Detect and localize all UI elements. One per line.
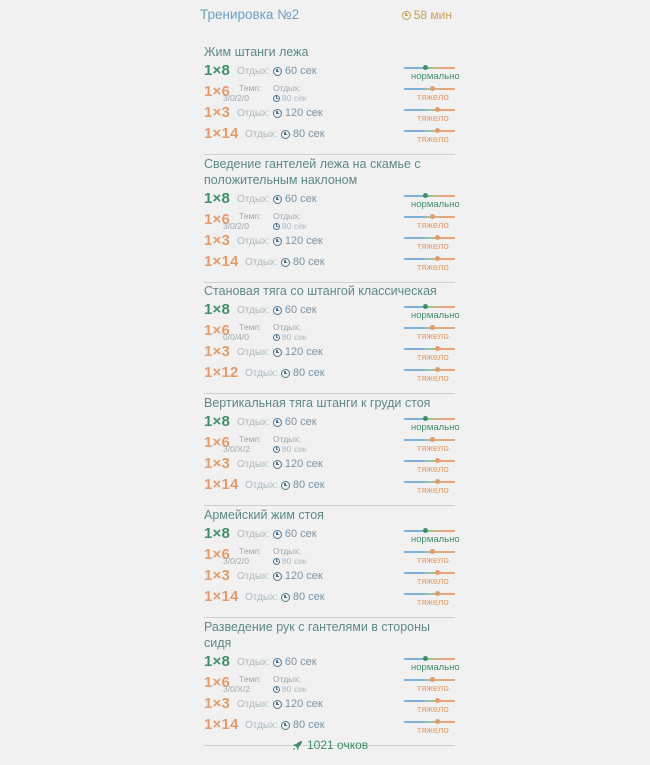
exercise-name[interactable]: Вертикальная тяга штанги к груди стоя [204,396,431,410]
rest-value: 80 сек [292,128,325,140]
intensity-label: тяжело [417,464,449,475]
intensity-meter[interactable] [404,325,455,342]
rest-value: 80 сек [292,479,325,491]
rest-label: Отдых: [273,83,301,93]
intensity-meter[interactable] [404,367,455,384]
set-reps: 1×3 [204,343,231,360]
intensity-meter[interactable] [404,698,455,715]
intensity-track [404,530,455,532]
rest-info [237,65,317,77]
set-row[interactable] [204,525,460,546]
workout-header [200,7,452,25]
rest-value: 80 сек [292,719,325,731]
set-row[interactable] [204,695,455,716]
intensity-meter[interactable] [404,437,455,454]
set-reps: 1×14 [204,716,239,733]
intensity-marker[interactable] [423,416,428,421]
set-reps: 1×3 [204,104,231,121]
rest-info [273,434,307,454]
intensity-label: тяжело [417,92,449,103]
intensity-track [404,369,455,371]
set-row[interactable] [204,190,460,211]
rest-info [237,698,323,710]
set-reps: 1×14 [204,125,239,142]
intensity-label: тяжело [417,241,449,252]
rest-label: Отдых: [245,719,278,731]
set-row[interactable] [204,343,455,364]
tempo-label: Темп: [239,211,262,221]
intensity-label: тяжело [417,373,449,384]
set-reps: 1×3 [204,455,231,472]
set-reps: 1×8 [204,653,231,670]
intensity-track [404,593,455,595]
tempo-label: Темп: [239,322,262,332]
rest-value: 80 сек [292,367,325,379]
intensity-marker[interactable] [430,86,435,91]
rest-label: Отдых: [245,256,278,268]
set-row[interactable] [204,364,455,385]
clock-icon [273,306,282,315]
rest-info [273,674,307,694]
tempo-label: Темп: [239,83,262,93]
tempo-info [223,546,262,566]
intensity-marker[interactable] [435,479,440,484]
intensity-track [404,109,455,111]
rest-info [273,83,307,103]
rest-info [237,235,323,247]
set-row[interactable] [204,546,455,567]
intensity-meter[interactable] [404,256,455,273]
intensity-track [404,460,455,462]
rest-info [273,546,307,566]
intensity-label: тяжело [417,485,449,496]
set-reps: 1×8 [204,525,231,542]
rest-info [237,416,317,428]
exercise-block [204,619,460,737]
clock-icon [273,572,282,581]
clock-icon [281,258,290,267]
clock-icon [273,418,282,427]
rest-info [245,479,325,491]
rest-value: 60 сек [284,416,317,428]
intensity-label: тяжело [417,134,449,145]
set-reps: 1×6 [204,83,231,100]
rest-info [237,570,323,582]
tempo-info [223,322,262,342]
intensity-marker[interactable] [435,591,440,596]
rest-value: 60 сек [284,656,317,668]
clock-icon [273,686,280,693]
rest-label: Отдых: [237,65,270,77]
intensity-label: тяжело [417,443,449,454]
intensity-label: тяжело [417,555,449,566]
rest-label: Отдых: [273,546,301,556]
rest-label: Отдых: [237,304,270,316]
rest-value: 80 сек [282,93,307,103]
intensity-marker[interactable] [430,214,435,219]
intensity-label: тяжело [417,220,449,231]
rest-value: 60 сек [284,193,317,205]
rest-info [273,322,307,342]
intensity-label: тяжело [417,262,449,273]
intensity-marker[interactable] [435,458,440,463]
rest-label: Отдых: [237,698,270,710]
exercise-divider [204,617,455,618]
intensity-meter[interactable] [404,719,455,736]
intensity-label: тяжело [417,331,449,342]
intensity-label: нормально [411,199,460,210]
intensity-track [404,195,455,197]
rest-label: Отдых: [245,128,278,140]
clock-icon [273,334,280,341]
rest-label: Отдых: [237,458,270,470]
clock-icon [281,593,290,602]
intensity-track [404,306,455,308]
intensity-marker[interactable] [423,304,428,309]
rest-value: 120 сек [284,698,323,710]
set-reps: 1×3 [204,695,231,712]
set-reps: 1×8 [204,190,231,207]
clock-icon [273,460,282,469]
intensity-marker[interactable] [435,367,440,372]
rest-value: 120 сек [284,107,323,119]
intensity-meter[interactable] [404,128,455,145]
clock-icon [281,721,290,730]
rest-value: 60 сек [284,528,317,540]
rest-info [245,719,325,731]
clock-icon [273,446,280,453]
exercise-name[interactable]: Армейский жим стоя [204,508,324,522]
intensity-marker[interactable] [430,325,435,330]
intensity-track [404,572,455,574]
clock-icon [273,558,280,565]
rest-label: Отдых: [237,656,270,668]
set-row[interactable] [204,716,455,737]
clock-icon [273,195,282,204]
rest-value: 80 сек [292,256,325,268]
intensity-marker[interactable] [435,235,440,240]
clock-icon [273,658,282,667]
rest-label: Отдых: [245,591,278,603]
intensity-label: тяжело [417,352,449,363]
rest-info [237,346,323,358]
intensity-track [404,721,455,723]
tempo-value: 3/0/X/2 [223,684,250,694]
intensity-label: нормально [411,534,460,545]
intensity-marker[interactable] [430,437,435,442]
set-row[interactable] [204,301,460,322]
intensity-meter[interactable] [404,591,455,608]
points-summary [292,738,368,752]
rest-value: 80 сек [292,591,325,603]
intensity-label: тяжело [417,704,449,715]
intensity-marker[interactable] [435,107,440,112]
clock-icon [281,369,290,378]
tempo-label: Темп: [239,546,262,556]
rest-info [237,656,317,668]
set-reps: 1×8 [204,413,231,430]
set-row[interactable] [204,232,455,253]
rest-info [237,304,317,316]
set-row[interactable] [204,211,455,232]
intensity-track [404,481,455,483]
intensity-meter[interactable] [404,677,455,694]
clock-icon [273,95,280,102]
intensity-meter[interactable] [404,479,455,496]
intensity-meter[interactable] [404,235,455,252]
exercise-block [204,507,460,609]
intensity-track [404,348,455,350]
tempo-value: 3/0/2/0 [223,221,249,231]
intensity-meter[interactable] [404,346,455,363]
intensity-label: тяжело [417,576,449,587]
tempo-value: 0/0/4/0 [223,332,249,342]
intensity-meter[interactable] [404,458,455,475]
rest-label: Отдых: [273,322,301,332]
set-reps: 1×6 [204,674,231,691]
rest-value: 60 сек [284,65,317,77]
set-reps: 1×8 [204,62,231,79]
set-reps: 1×6 [204,434,231,451]
intensity-marker[interactable] [435,719,440,724]
tempo-info [223,674,262,694]
intensity-label: тяжело [417,683,449,694]
intensity-track [404,130,455,132]
rest-value: 120 сек [284,346,323,358]
exercise-divider [204,154,455,155]
set-reps: 1×12 [204,364,239,381]
intensity-marker[interactable] [435,346,440,351]
intensity-meter[interactable] [404,107,455,124]
intensity-marker[interactable] [423,65,428,70]
rest-label: Отдых: [273,434,301,444]
rest-info [237,528,317,540]
duration-value: 58 мин [413,8,452,22]
intensity-marker[interactable] [430,677,435,682]
rest-info [237,458,323,470]
intensity-marker[interactable] [435,128,440,133]
set-reps: 1×6 [204,546,231,563]
tempo-info [223,434,262,454]
rest-value: 80 сек [282,221,307,231]
exercise-name[interactable]: Жим штанги лежа [204,45,309,59]
exercise-name[interactable]: Разведение рук с гантелями в стороны сидя [204,620,430,650]
clock-icon [273,67,282,76]
exercise-name[interactable]: Сведение гантелей лежа на скамье с положительным наклоном [204,157,421,187]
set-reps: 1×8 [204,301,231,318]
clock-icon [273,237,282,246]
set-row[interactable] [204,567,455,588]
intensity-label: нормально [411,422,460,433]
points-value: 1021 очков [307,738,369,752]
tempo-value: 3/0/2/0 [223,93,249,103]
intensity-track [404,658,455,660]
intensity-label: тяжело [417,725,449,736]
tempo-value: 3/0/X/2 [223,444,250,454]
clock-icon [273,109,282,118]
intensity-label: нормально [411,71,460,82]
exercise-block [204,44,460,146]
intensity-label: тяжело [417,113,449,124]
intensity-meter[interactable] [404,656,460,673]
set-row[interactable] [204,476,455,497]
intensity-meter[interactable] [404,65,460,82]
set-reps: 1×3 [204,567,231,584]
rest-label: Отдых: [237,107,270,119]
exercise-block [204,283,460,385]
tempo-info [223,83,262,103]
set-row[interactable] [204,253,455,274]
rest-label: Отдых: [237,346,270,358]
set-row[interactable] [204,62,460,83]
intensity-meter[interactable] [404,416,460,433]
workout-duration [402,8,452,22]
rest-value: 80 сек [282,684,307,694]
tempo-info [223,211,262,231]
tempo-value: 3/0/2/0 [223,556,249,566]
exercise-block [204,156,460,274]
set-reps: 1×14 [204,588,239,605]
rocket-icon [292,740,303,751]
exercise-name[interactable]: Становая тяга со штангой классическая [204,284,437,298]
rest-value: 80 сек [282,444,307,454]
intensity-meter[interactable] [404,214,455,231]
intensity-label: тяжело [417,597,449,608]
rest-info [237,193,317,205]
intensity-meter[interactable] [404,304,460,321]
set-row[interactable] [204,674,455,695]
intensity-label: нормально [411,310,460,321]
exercise-block [204,395,460,497]
exercise-divider [204,505,455,506]
set-reps: 1×6 [204,211,231,228]
set-reps: 1×14 [204,476,239,493]
clock-icon [273,530,282,539]
rest-info [245,367,325,379]
set-row[interactable] [204,434,455,455]
set-row[interactable] [204,653,460,674]
clock-icon [281,481,290,490]
rest-info [245,591,325,603]
rest-label: Отдых: [237,570,270,582]
intensity-marker[interactable] [423,528,428,533]
intensity-track [404,258,455,260]
rest-info [273,211,307,231]
intensity-track [404,418,455,420]
rest-value: 120 сек [284,458,323,470]
intensity-marker[interactable] [430,549,435,554]
rest-label: Отдых: [245,367,278,379]
set-row[interactable] [204,83,455,104]
rest-label: Отдых: [245,479,278,491]
set-reps: 1×3 [204,232,231,249]
intensity-marker[interactable] [435,570,440,575]
set-reps: 1×14 [204,253,239,270]
set-row[interactable] [204,125,455,146]
clock-icon [402,11,411,20]
rest-value: 120 сек [284,570,323,582]
intensity-label: нормально [411,662,460,673]
clock-icon [273,223,280,230]
rest-info [237,107,323,119]
tempo-label: Темп: [239,434,262,444]
set-reps: 1×6 [204,322,231,339]
intensity-marker[interactable] [423,656,428,661]
rest-label: Отдых: [237,416,270,428]
rest-info [245,128,325,140]
rest-label: Отдых: [237,528,270,540]
intensity-meter[interactable] [404,193,460,210]
set-row[interactable] [204,455,455,476]
rest-label: Отдых: [237,193,270,205]
intensity-meter[interactable] [404,549,455,566]
intensity-meter[interactable] [404,570,455,587]
intensity-marker[interactable] [435,698,440,703]
workout-title: Тренировка №2 [200,7,300,22]
intensity-track [404,67,455,69]
clock-icon [281,130,290,139]
intensity-meter[interactable] [404,86,455,103]
intensity-meter[interactable] [404,528,460,545]
intensity-track [404,700,455,702]
tempo-label: Темп: [239,674,262,684]
rest-label: Отдых: [237,235,270,247]
set-row[interactable] [204,104,455,125]
rest-value: 60 сек [284,304,317,316]
set-row[interactable] [204,322,455,343]
rest-label: Отдых: [273,674,301,684]
clock-icon [273,700,282,709]
clock-icon [273,348,282,357]
rest-value: 120 сек [284,235,323,247]
rest-info [245,256,325,268]
rest-value: 80 сек [282,332,307,342]
intensity-marker[interactable] [423,193,428,198]
intensity-track [404,237,455,239]
rest-label: Отдых: [273,211,301,221]
intensity-marker[interactable] [435,256,440,261]
set-row[interactable] [204,588,455,609]
set-row[interactable] [204,413,460,434]
rest-value: 80 сек [282,556,307,566]
exercise-divider [204,393,455,394]
